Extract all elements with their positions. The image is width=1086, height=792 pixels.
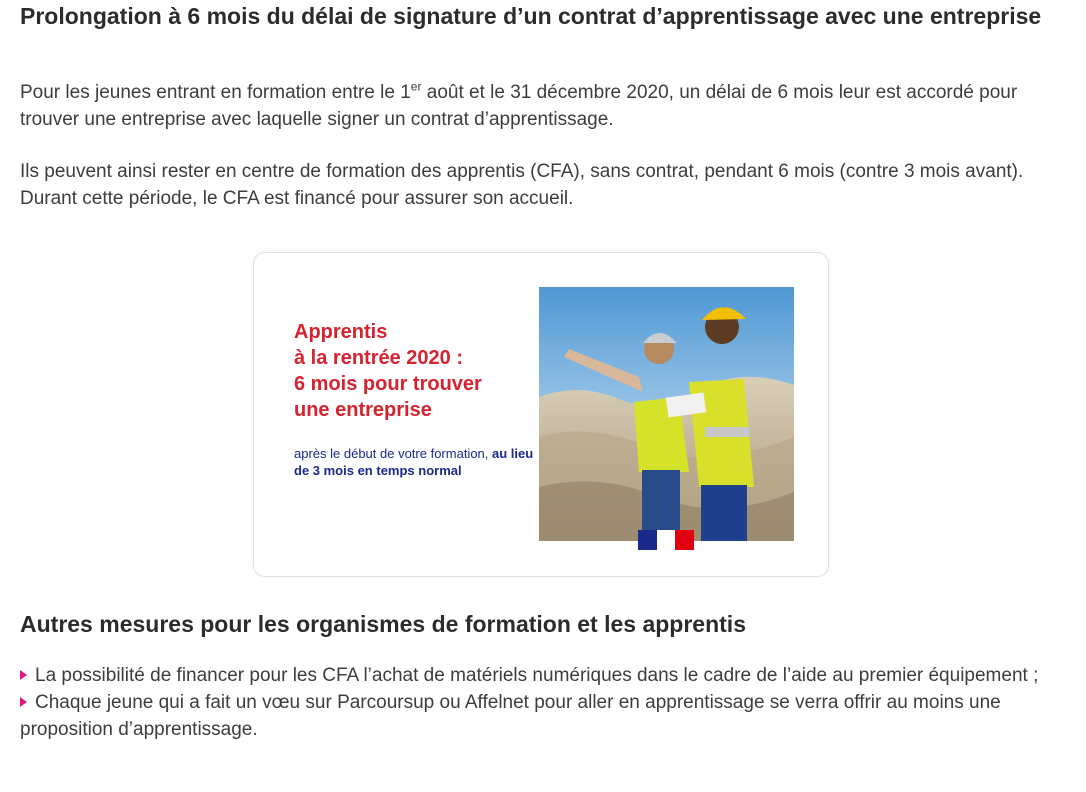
card-title-line: 6 mois pour trouver <box>294 373 482 395</box>
paragraph-delai-end: août et le 31 décembre 2020, un délai de 6 mois leur est accordé pour trouver une entreprise avec laquelle signer un contrat d’apprentissage. <box>20 82 1018 130</box>
list-item <box>20 689 1080 743</box>
section-title-prolongation: Prolongation à 6 mois du délai de signature d’un contrat d’apprentissage avec une entreprise <box>20 3 1042 29</box>
construction-workers-photo <box>539 287 794 541</box>
pink-triangle-bullet-icon <box>20 670 27 680</box>
paragraph-delai <box>20 79 1070 133</box>
paragraph-cfa: Ils peuvent ainsi rester en centre de formation des apprentis (CFA), sans contrat, pendant 6 mois (contre 3 mois avant). Durant cette période, le CFA est financé pour assurer son accueil. <box>20 161 1024 209</box>
french-flag-icon <box>638 530 694 550</box>
pink-triangle-bullet-icon <box>20 697 27 707</box>
card-title <box>294 319 534 423</box>
card-subtitle <box>294 445 534 479</box>
card-subtitle-normal: après le début de votre formation, <box>294 446 493 461</box>
card-title-line: Apprentis <box>294 321 388 343</box>
card-title-line: à la rentrée 2020 : <box>294 347 463 369</box>
list-item-text: La possibilité de financer pour les CFA l’achat de matériels numériques dans le cadre de l’aide au premier équipement ; <box>35 665 1039 686</box>
paragraph-delai-start: Pour les jeunes entrant en formation entre le 1 <box>20 82 411 103</box>
list-item-text: Chaque jeune qui a fait un vœu sur Parcoursup ou Affelnet pour aller en apprentissage se verra offrir au moins une proposition d’apprentissage. <box>20 692 1001 740</box>
card-title-line: une entreprise <box>294 399 432 421</box>
card-subtitle-bold: au lieu de 3 mois en temps normal <box>294 446 534 478</box>
list-item <box>20 662 1080 689</box>
section-title-autres-mesures: Autres mesures pour les organismes de formation et les apprentis <box>20 611 746 637</box>
measures-list <box>20 662 1080 743</box>
info-card-image <box>253 252 829 577</box>
ordinal-superscript: er <box>410 79 422 94</box>
